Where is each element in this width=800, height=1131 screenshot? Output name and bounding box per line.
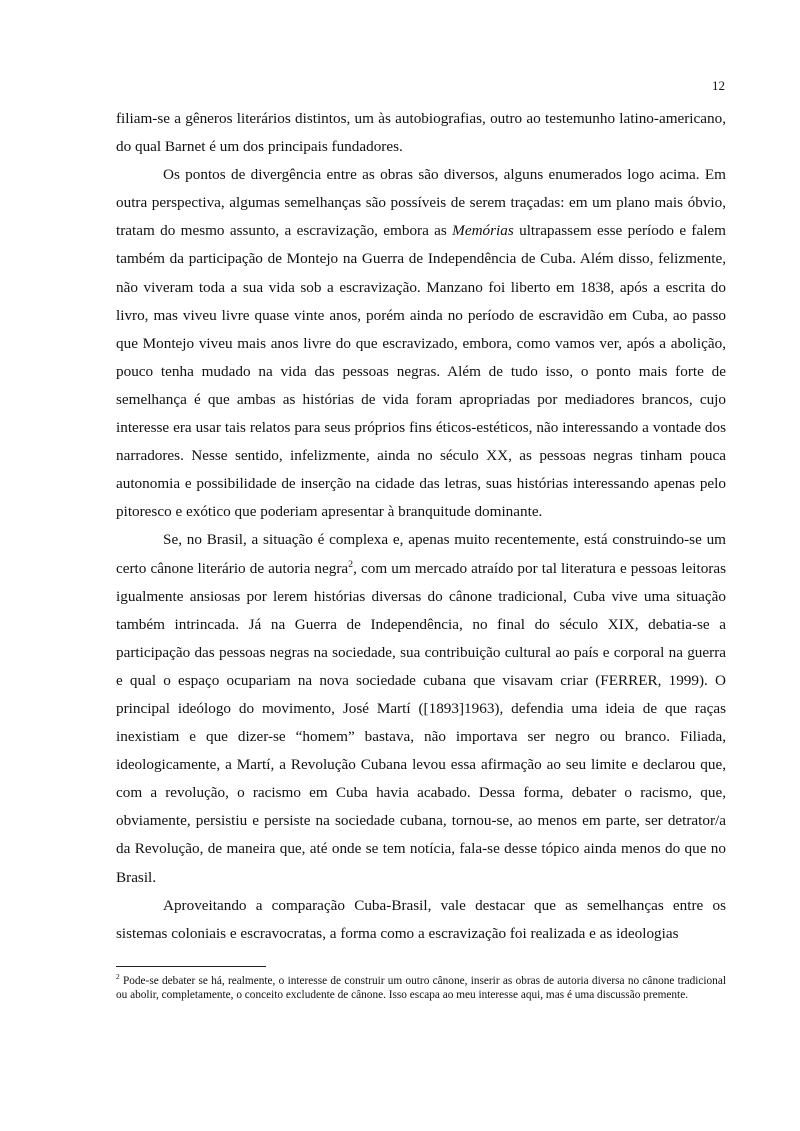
paragraph-1: filiam-se a gêneros literários distintos, um às autobiografias, outro ao testemunho latino-americano, do qual Barnet é um dos principais fundadores. [116,110,726,156]
paragraph-3 [116,526,726,891]
paragraph-4: Aproveitando a comparação Cuba-Brasil, vale destacar que as semelhanças entre os sistemas coloniais e escravocratas, a forma como a escravização foi realizada e as ideologias [116,896,726,942]
page-number: 12 [712,78,725,93]
footnote-divider [116,966,266,967]
italic-title-memorias: Memórias [452,222,514,240]
footnote [116,974,726,1003]
paragraph-3-part-a: Se, no Brasil, a situação é complexa e, apenas muito recentemente, está construindo-se um certo cânone literário de autoria negra [116,531,726,577]
paragraph-2-part-b: ultrapassem esse período e falem também da participação de Montejo na Guerra de Independência de Cuba. Além disso, felizmente, não viveram toda a sua vida sob a escravização. Manzano foi liberto em 1838, após a escrita do livro, mas viveu livre quase vinte anos, porém ainda no período de escravidão em Cuba, ao passo que Montejo viveu mais anos livre do que escravizado, embora, como vamos ver, após a abolição, pouco tenha mudado na vida das pessoas negras. Além de tudo isso, o ponto mais forte de semelhança é que ambas as histórias de vida foram apropriadas por mediadores brancos, cujo interesse era usar tais relatos para seus próprios fins éticos-estéticos, não interessando a vontade dos narradores. Nesse sentido, infelizmente, ainda no século XX, as pessoas negras tinham pouca autonomia e possibilidade de inserção na cidade das letras, suas histórias interessando apenas pelo pitoresco e exótico que poderiam apresentar à branquitude dominante. [116,222,726,521]
footnote-reference[interactable]: 2 [348,558,354,570]
footnote-mark: 2 [116,972,120,982]
paragraph-2-part-a: Os pontos de divergência entre as obras são diversos, alguns enumerados logo acima. Em outra perspectiva, algumas semelhanças são possíveis de serem traçadas: em um plano mais óbvio, tratam do mesmo assunto, a escravização, embora as [116,166,726,240]
paragraph-3-part-b: , com um mercado atraído por tal literatura e pessoas leitoras igualmente ansiosas por lerem histórias diversas do cânone tradicional, Cuba vive uma situação também intrincada. Já na Guerra de Independência, no final do século XIX, debatia-se a participação das pessoas negras na sociedade, sua contribuição cultural ao país e corporal na guerra e qual o espaço ocupariam na nova sociedade cubana que visavam criar (FERRER, 1999). O principal ideólogo do movimento, José Martí ([1893]1963), defendia uma ideia de que raças inexistiam e que dizer-se “homem” bastava, não importava ser negro ou branco. Filiada, ideologicamente, a Martí, a Revolução Cubana levou essa afirmação ao seu limite e declarou que, com a revolução, o racismo em Cuba havia acabado. Dessa forma, debater o racismo, que, obviamente, persistiu e persiste na sociedade cubana, tornou-se, ao menos em parte, ser detrator/a da Revolução, de maneira que, até onde se tem notícia, fala-se desse tópico ainda menos do que no Brasil. [116,559,726,886]
footnote-text: Pode-se debater se há, realmente, o interesse de construir um outro cânone, inserir as obras de autoria diversa no cânone tradicional ou abolir, completamente, o conceito excludente de cânone. Isso escapa ao meu interesse aqui, mas é uma discussão premente. [116,975,726,1002]
paragraph-2 [116,161,726,526]
body-text [116,105,726,948]
